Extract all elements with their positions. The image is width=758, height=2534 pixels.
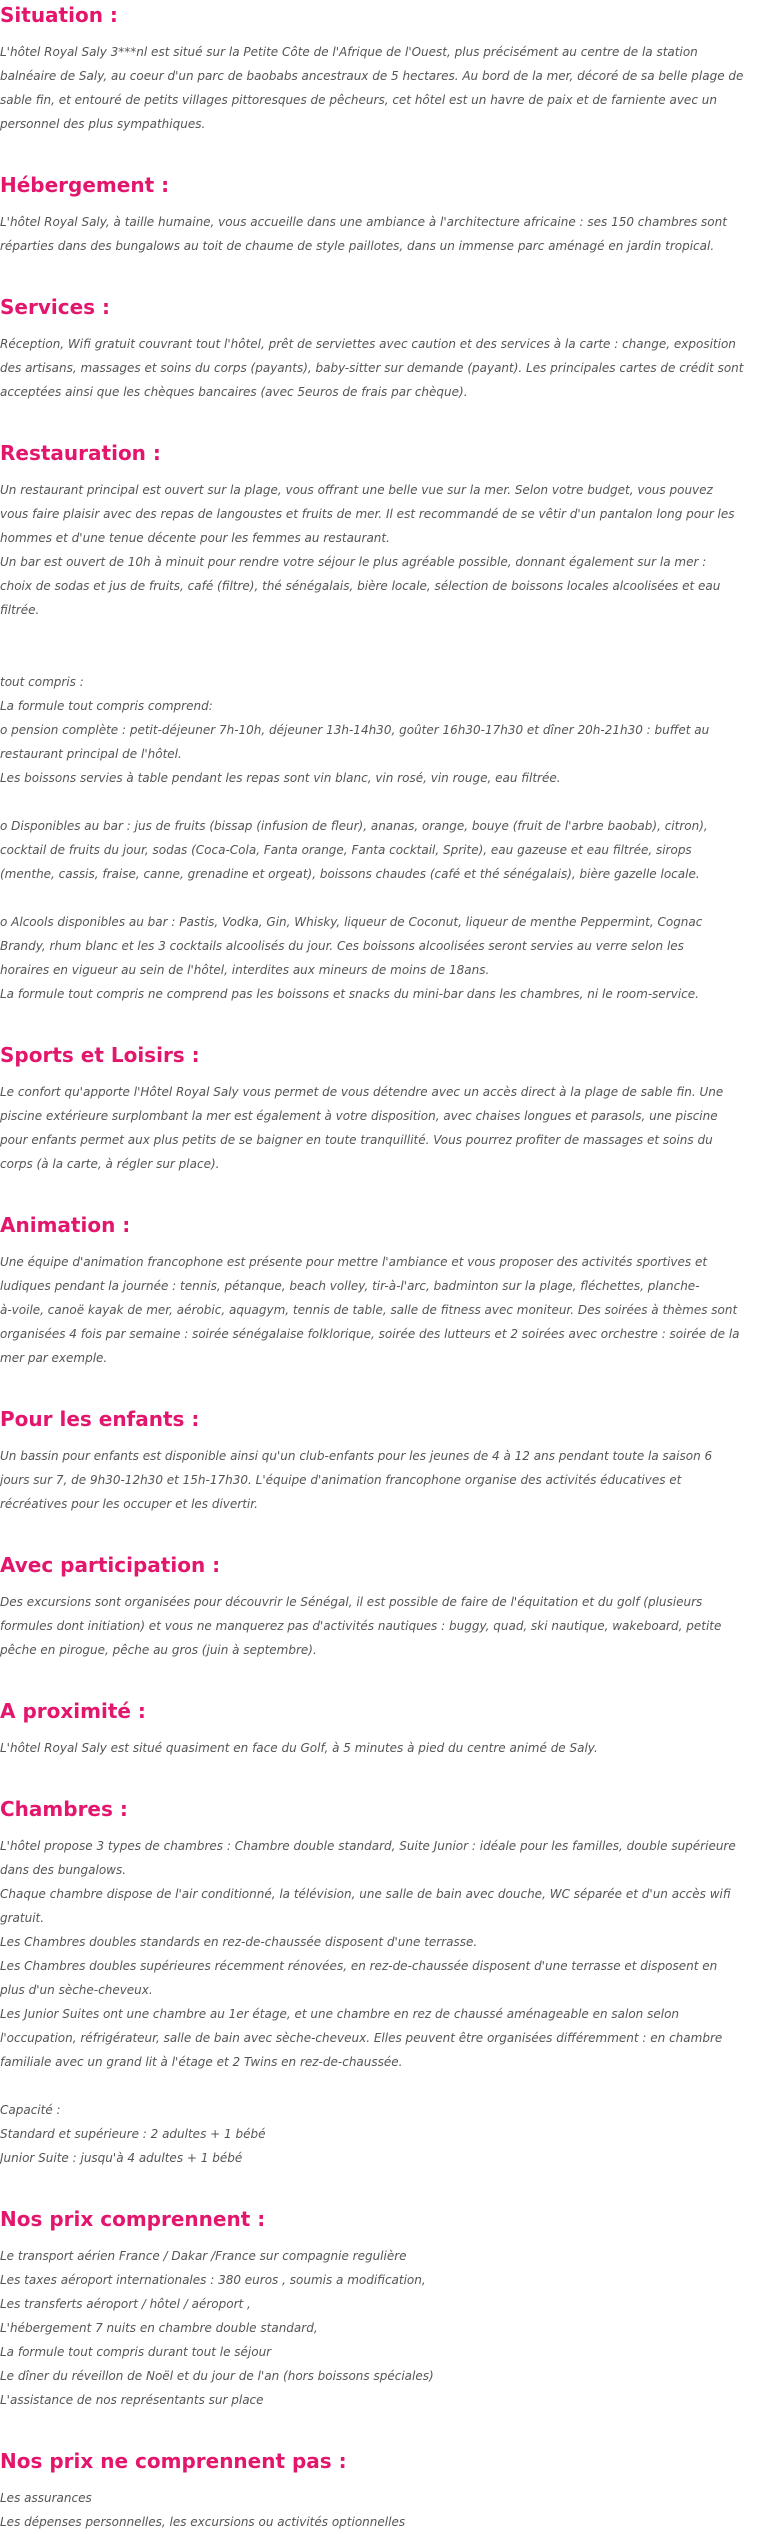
text-line: familiale avec un grand lit à l'étage et 2 Twins en rez-de-chaussée.: [0, 2055, 403, 2069]
section-sports-loisirs: [0, 1042, 758, 1176]
text-line: Des excursions sont organisées pour découvrir le Sénégal, il est possible de faire de l'équitation et du golf (plusieurs: [0, 1595, 703, 1609]
text-line: plus d'un sèche-cheveux.: [0, 1983, 153, 1997]
text-line: horaires en vigueur au sein de l'hôtel, interdites aux mineurs de moins de 18ans.: [0, 963, 490, 977]
text-line: pêche en pirogue, pêche au gros (juin à septembre).: [0, 1643, 317, 1657]
text-line: L'hôtel Royal Saly est situé quasiment en face du Golf, à 5 minutes à pied du centre animé de Saly.: [0, 1741, 598, 1755]
text-line: piscine extérieure surplombant la mer est également à votre disposition, avec chaises longues et parasols, une piscine: [0, 1109, 718, 1123]
text-line: organisées 4 fois par semaine : soirée sénégalaise folklorique, soirée des lutteurs et 2 soirées avec orchestre : soirée de la: [0, 1327, 740, 1341]
section-services: [0, 294, 758, 404]
text-line: Un restaurant principal est ouvert sur la plage, vous offrant une belle vue sur la mer. Selon votre budget, vous pouvez: [0, 483, 713, 497]
text-line: hommes et d'une tenue décente pour les femmes au restaurant.: [0, 531, 390, 545]
text-line: sable fin, et entouré de petits villages pittoresques de pêcheurs, cet hôtel est un havre de paix et de farniente avec un: [0, 93, 717, 107]
section-title: Avec participation :: [0, 1553, 221, 1577]
section-enfants: [0, 1406, 758, 1516]
text-line: o Disponibles au bar : jus de fruits (bissap (infusion de fleur), ananas, orange, bouye (fruit de l'arbre baobab), citron),: [0, 819, 708, 833]
text-line: des artisans, massages et soins du corps (payants), baby-sitter sur demande (payant). Les principales cartes de crédit sont: [0, 361, 744, 375]
text-line: Les Chambres doubles supérieures récemment rénovées, en rez-de-chaussée disposent d'une terrasse et disposent en: [0, 1959, 718, 1973]
section-prix-ne-comprennent: [0, 2448, 758, 2534]
text-line: dans des bungalows.: [0, 1863, 127, 1877]
text-line: personnel des plus sympathiques.: [0, 117, 206, 131]
section-title: Services :: [0, 295, 111, 319]
text-line: acceptées ainsi que les chèques bancaires (avec 5euros de frais par chèque).: [0, 385, 468, 399]
text-line: Les Chambres doubles standards en rez-de-chaussée disposent d'une terrasse.: [0, 1935, 478, 1949]
text-line: corps (à la carte, à régler sur place).: [0, 1157, 220, 1171]
text-line: Les dépenses personnelles, les excursions ou activités optionnelles: [0, 2515, 406, 2529]
section-restauration: [0, 440, 758, 1006]
text-line: Réception, Wifi gratuit couvrant tout l'hôtel, prêt de serviettes avec caution et des services à la carte : change, exposition: [0, 337, 736, 351]
section-title: Nos prix ne comprennent pas :: [0, 2449, 347, 2473]
text-line: Les assurances: [0, 2491, 92, 2505]
text-line: Les boissons servies à table pendant les repas sont vin blanc, vin rosé, vin rouge, eau filtrée.: [0, 771, 561, 785]
section-participation: [0, 1552, 758, 1662]
section-situation: [0, 0, 758, 136]
text-line: La formule tout compris comprend:: [0, 699, 213, 713]
text-line: Les transferts aéroport / hôtel / aéroport ,: [0, 2297, 251, 2311]
text-line: (menthe, cassis, fraise, canne, grenadine et orgeat), boissons chaudes (café et thé sénégalais), bière gazelle locale.: [0, 867, 700, 881]
text-line: Junior Suite : jusqu'à 4 adultes + 1 bébé: [0, 2151, 243, 2165]
text-line: Un bar est ouvert de 10h à minuit pour rendre votre séjour le plus agréable possible, donnant également sur la mer :: [0, 555, 707, 569]
text-line: mer par exemple.: [0, 1351, 108, 1365]
section-title: Sports et Loisirs :: [0, 1043, 200, 1067]
section-hebergement: [0, 172, 758, 258]
section-title: A proximité :: [0, 1699, 146, 1723]
text-line: l'occupation, réfrigérateur, salle de bain avec sèche-cheveux. Elles peuvent être organisées différemment : en chambre: [0, 2031, 723, 2045]
text-line: Standard et supérieure : 2 adultes + 1 bébé: [0, 2127, 266, 2141]
text-line: Les taxes aéroport internationales : 380 euros , soumis a modification,: [0, 2273, 426, 2287]
text-line: Brandy, rhum blanc et les 3 cocktails alcoolisés du jour. Ces boissons alcoolisées seront servies au verre selon les: [0, 939, 684, 953]
text-line: o Alcools disponibles au bar : Pastis, Vodka, Gin, Whisky, liqueur de Coconut, liqueur de menthe Peppermint, Cognac: [0, 915, 703, 929]
text-line: filtrée.: [0, 603, 40, 617]
text-line: restaurant principal de l'hôtel.: [0, 747, 182, 761]
section-title: Hébergement :: [0, 173, 170, 197]
text-line: Capacité :: [0, 2103, 61, 2117]
text-line: Le transport aérien France / Dakar /France sur compagnie regulière: [0, 2249, 407, 2263]
section-prix-comprennent: [0, 2206, 758, 2412]
text-line: La formule tout compris durant tout le séjour: [0, 2345, 272, 2359]
text-line: L'assistance de nos représentants sur place: [0, 2393, 264, 2407]
text-line: gratuit.: [0, 1911, 45, 1925]
text-line: pour enfants permet aux plus petits de se baigner en toute tranquillité. Vous pourrez profiter de massages et soins du: [0, 1133, 713, 1147]
section-title: Restauration :: [0, 441, 161, 465]
text-line: vous faire plaisir avec des repas de langoustes et fruits de mer. Il est recommandé de se vêtir d'un pantalon long pour les: [0, 507, 735, 521]
text-line: cocktail de fruits du jour, sodas (Coca-Cola, Fanta orange, Fanta cocktail, Sprite), eau gazeuse et eau filtrée, sirops: [0, 843, 692, 857]
text-line: balnéaire de Saly, au coeur d'un parc de baobabs ancestraux de 5 hectares. Au bord de la mer, décoré de sa belle plage de: [0, 69, 744, 83]
text-line: Une équipe d'animation francophone est présente pour mettre l'ambiance et vous proposer des activités sportives et: [0, 1255, 708, 1269]
text-line: jours sur 7, de 9h30-12h30 et 15h-17h30. L'équipe d'animation francophone organise des activités éducatives et: [0, 1473, 682, 1487]
text-line: choix de sodas et jus de fruits, café (filtre), thé sénégalais, bière locale, sélection de boissons locales alcoolisées et eau: [0, 579, 721, 593]
text-line: réparties dans des bungalows au toit de chaume de style paillotes, dans un immense parc aménagé en jardin tropical.: [0, 239, 715, 253]
text-line: L'hébergement 7 nuits en chambre double standard,: [0, 2321, 318, 2335]
text-line: récréatives pour les occuper et les divertir.: [0, 1497, 258, 1511]
text-line: à-voile, canoë kayak de mer, aérobic, aquagym, tennis de table, salle de fitness avec moniteur. Des soirées à thèmes sont: [0, 1303, 738, 1317]
section-title: Chambres :: [0, 1797, 128, 1821]
text-line: ludiques pendant la journée : tennis, pétanque, beach volley, tir-à-l'arc, badminton sur la plage, fléchettes, planche-: [0, 1279, 700, 1293]
section-proximite: [0, 1698, 758, 1760]
text-line: Le dîner du réveillon de Noël et du jour de l'an (hors boissons spéciales): [0, 2369, 434, 2383]
text-line: L'hôtel Royal Saly, à taille humaine, vous accueille dans une ambiance à l'architecture africaine : ses 150 chambres sont: [0, 215, 727, 229]
text-line: Chaque chambre dispose de l'air conditionné, la télévision, une salle de bain avec douche, WC séparée et d'un accès wifi: [0, 1887, 731, 1901]
section-chambres: [0, 1796, 758, 2170]
text-line: La formule tout compris ne comprend pas les boissons et snacks du mini-bar dans les chambres, ni le room-service.: [0, 987, 699, 1001]
section-title: Animation :: [0, 1213, 131, 1237]
text-line: o pension complète : petit-déjeuner 7h-10h, déjeuner 13h-14h30, goûter 16h30-17h30 et dîner 20h-21h30 : buffet au: [0, 723, 710, 737]
text-line: tout compris :: [0, 675, 84, 689]
text-line: L'hôtel propose 3 types de chambres : Chambre double standard, Suite Junior : idéale pour les familles, double supérieure: [0, 1839, 736, 1853]
section-title: Situation :: [0, 3, 118, 27]
text-line: Les Junior Suites ont une chambre au 1er étage, et une chambre en rez de chaussé aménageable en salon selon: [0, 2007, 680, 2021]
text-line: Le confort qu'apporte l'Hôtel Royal Saly vous permet de vous détendre avec un accès direct à la plage de sable fin. Une: [0, 1085, 724, 1099]
text-line: L'hôtel Royal Saly 3***nl est situé sur la Petite Côte de l'Afrique de l'Ouest, plus précisément au centre de la station: [0, 45, 698, 59]
section-title: Pour les enfants :: [0, 1407, 200, 1431]
section-animation: [0, 1212, 758, 1370]
section-title: Nos prix comprennent :: [0, 2207, 266, 2231]
text-line: Un bassin pour enfants est disponible ainsi qu'un club-enfants pour les jeunes de 4 à 12 ans pendant toute la saison 6: [0, 1449, 713, 1463]
text-line: formules dont initiation) et vous ne manquerez pas d'activités nautiques : buggy, quad, ski nautique, wakeboard, petite: [0, 1619, 722, 1633]
